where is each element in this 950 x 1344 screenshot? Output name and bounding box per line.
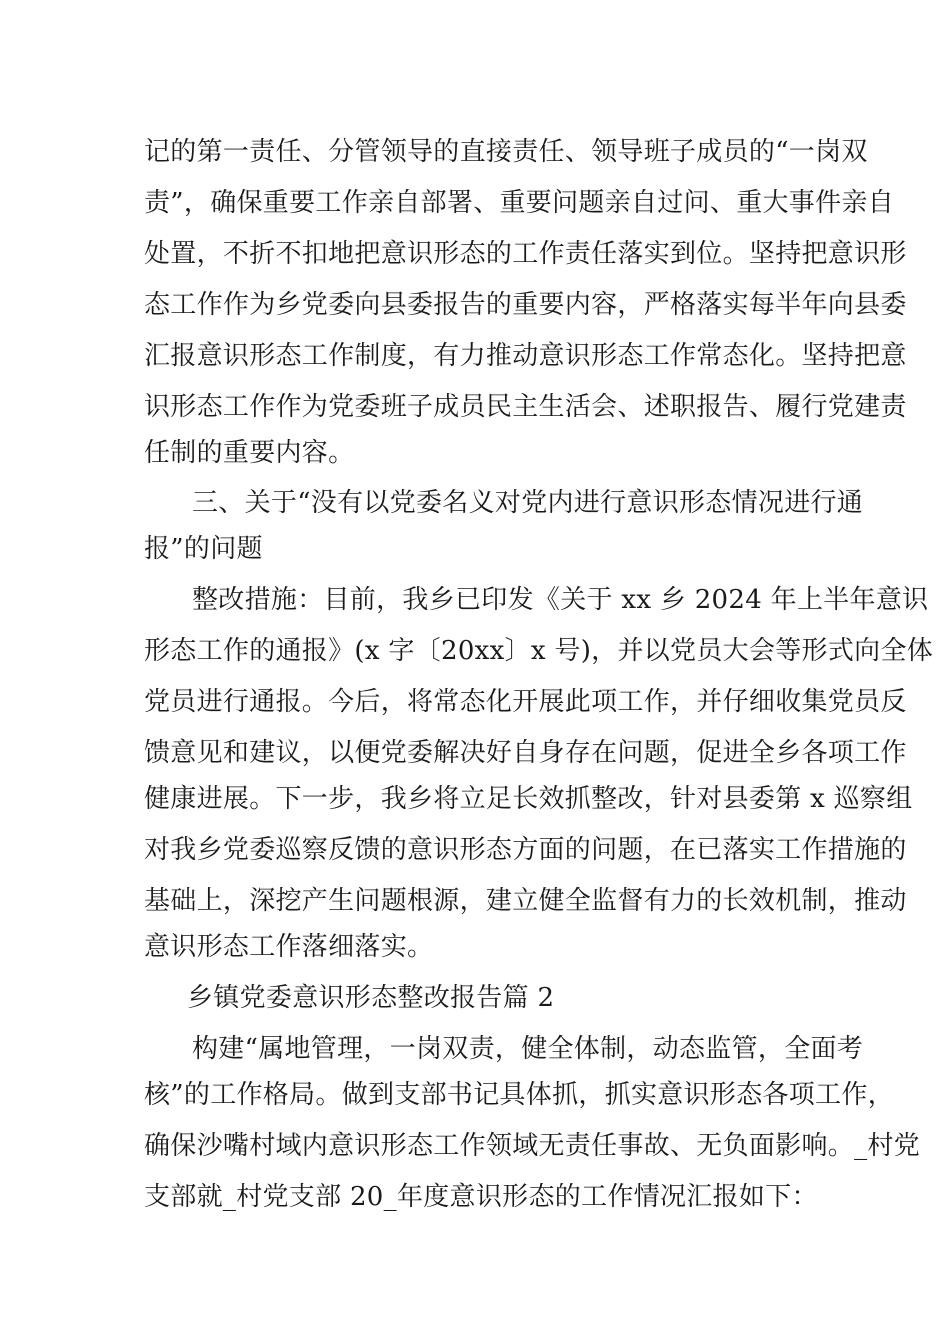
text-line: 核”的工作格局。做到支部书记具体抓，抓实意识形态各项工作， [144,1080,894,1110]
text-line: 对我乡党委巡察反馈的意识形态方面的问题，在已落实工作措施的 [144,835,907,865]
text-line: 任制的重要内容。 [144,438,355,468]
text-line: 形态工作的通报》(x 字〔20xx〕x 号)，并以党员大会等形式向全体 [144,636,934,666]
text-line: 汇报意识形态工作制度，有力推动意识形态工作常态化。坚持把意 [144,341,907,371]
text-line: 馈意见和建议，以便党委解决好自身存在问题，促进全乡各项工作 [144,738,907,768]
section-heading: 三、关于“没有以党委名义对党内进行意识形态情况进行通 [192,488,864,518]
text-line: 构建“属地管理，一岗双责，健全体制，动态监管，全面考 [192,1034,864,1064]
text-line: 基础上，深挖产生问题根源，建立健全监督有力的长效机制，推动 [144,886,907,916]
text-line: 意识形态工作落细落实。 [144,932,434,962]
text-line: 确保沙嘴村域内意识形态工作领域无责任事故、无负面影响。_村党 [144,1131,921,1161]
text-line: 支部就_村党支部 20_年度意识形态的工作情况汇报如下： [144,1182,818,1212]
text-line: 健康进展。下一步，我乡将立足长效抓整改，针对县委第 x 巡察组 [144,784,913,814]
text-line: 党员进行通报。今后，将常态化开展此项工作，并仔细收集党员反 [144,687,907,717]
text-line: 整改措施：目前，我乡已印发《关于 xx 乡 2024 年上半年意识 [192,585,929,615]
text-line: 责”，确保重要工作亲自部署、重要问题亲自过问、重大事件亲自 [144,188,894,218]
text-line: 处置，不折不扣地把意识形态的工作责任落实到位。坚持把意识形 [144,239,907,269]
text-line: 态工作作为乡党委向县委报告的重要内容，严格落实每半年向县委 [144,290,907,320]
article-title: 乡镇党委意识形态整改报告篇 2 [187,983,555,1013]
text-line: 报”的问题 [144,534,263,564]
text-line: 识形态工作作为党委班子成员民主生活会、述职报告、履行党建责 [144,392,907,422]
text-line: 记的第一责任、分管领导的直接责任、领导班子成员的“一岗双 [144,137,868,167]
